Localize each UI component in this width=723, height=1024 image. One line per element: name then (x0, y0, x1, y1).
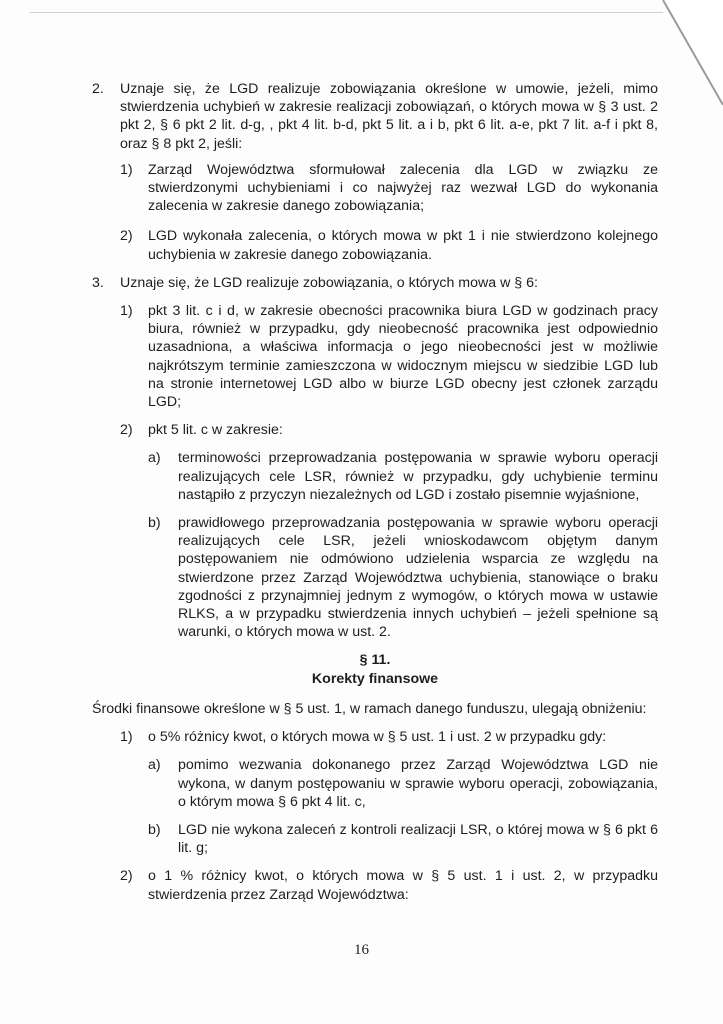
document-body (92, 80, 658, 904)
sub-item-number: 1) (120, 161, 133, 178)
letter-item-a (148, 756, 658, 811)
letter-text: LGD nie wykona zaleceń z kontroli realizacji LSR, o której mowa w § 6 pkt 6 lit. g; (178, 821, 658, 857)
letter-text: pomimo wezwania dokonanego przez Zarząd Województwa LGD nie wykona, w danym postępowaniu w sprawie wyboru operacji, zobowiązania, o którym mowa § 6 pkt 4 lit. c, (178, 757, 658, 810)
sub-item-text: pkt 5 lit. c w zakresie: (148, 422, 283, 439)
sub-item-number: 1) (120, 729, 133, 746)
section-number: § 11. (359, 652, 391, 669)
letter-label: b) (148, 515, 161, 532)
sub-item-text: Zarząd Województwa sformułował zalecenia dla LGD w związku ze stwierdzonymi uchybieniami i co najwyżej raz wezwał LGD do wykonania zalecenia w zakresie danego zobowiązania; (148, 161, 658, 215)
sub-item-number: 2) (120, 868, 133, 885)
sub-item-1 (120, 161, 658, 216)
letter-label: a) (148, 450, 161, 467)
sub-item-text: o 5% różnicy kwot, o których mowa w § 5 ust. 1 i ust. 2 w przypadku gdy: (148, 729, 607, 746)
page-number: 16 (354, 942, 369, 958)
sub-item-number: 1) (120, 303, 133, 320)
letter-text: terminowości przeprowadzania postępowania w sprawie wyboru operacji realizujących cele LSR, również w przypadku, gdy uchybienie terminu nastąpiło z przyczyn niezależnych od LGD i zostało pisemnie wyjaśnione, (178, 450, 658, 503)
list-item-3 (92, 274, 658, 642)
sub-item-number: 2) (120, 422, 133, 439)
correction-item-1 (120, 728, 658, 857)
item-number: 2. (92, 81, 104, 97)
letter-item-b (148, 514, 658, 641)
sub-item-number: 2) (120, 228, 133, 245)
letter-label: b) (148, 821, 161, 838)
sub-item-text: o 1 % różnicy kwot, o których mowa w § 5 ust. 1 i ust. 2, w przypadku stwierdzenia przez Zarząd Województwa: (148, 868, 658, 903)
correction-item-2 (120, 867, 658, 903)
section-intro: Środki finansowe określone w § 5 ust. 1, w ramach danego funduszu, ulegają obniżeniu: (92, 700, 647, 717)
sub-item-text: LGD wykonała zalecenia, o których mowa w pkt 1 i nie stwierdzono kolejnego uchybienia w zakresie danego zobowiązania. (148, 228, 658, 263)
letter-item-b (148, 821, 658, 857)
section-title: Korekty finansowe (311, 670, 439, 687)
scan-top-edge (30, 12, 663, 13)
sub-item-2 (120, 421, 658, 641)
sub-item-2 (120, 227, 658, 263)
list-item-2 (92, 80, 658, 264)
item-text: Uznaje się, że LGD realizuje zobowiązania, o których mowa w § 6: (120, 274, 538, 291)
item-number: 3. (92, 274, 104, 291)
letter-text: prawidłowego przeprowadzania postępowania w sprawie wyboru operacji realizujących cele LSR, jeżeli wnioskodawcom objętym danym postępowaniem nie odmówiono udzielenia wsparcia ze względu na stwierdzone przez Zarząd Województwa uchybienia, stanowiące o braku zgodności z przynajmniej jednym z wymogów, o których mowa w ustawie RLKS, a w przypadku stwierdzenia innych uchybień – jeżeli spełnione są warunki, o których mowa w ust. 2. (178, 515, 658, 641)
sub-item-1 (120, 302, 658, 411)
item-text: Uznaje się, że LGD realizuje zobowiązania określone w umowie, jeżeli, mimo stwierdzenia uchybień w zakresie realizacji zobowiązań, o których mowa w § 3 ust. 2 pkt 2, § 6 pkt 2 lit. d-g, , pkt 4 lit. b-d, pkt 5 lit. a i b, pkt 6 lit. a-e, pkt 7 lit. a-f i pkt 8, oraz § 8 pkt 2, jeśli: (120, 81, 658, 152)
sub-item-text: pkt 3 lit. c i d, w zakresie obecności pracownika biura LGD w godzinach pracy biura, również w przypadku, gdy nieobecność pracownika jest odpowiednio uzasadniona, a właściwa informacja o jego nieobecności jest w możliwie najkrótszym terminie zamieszczona w widocznym miejscu w siedzibie LGD lub na stronie internetowej LGD albo w biurze LGD obecny jest członek zarządu LGD; (148, 303, 658, 411)
letter-label: a) (148, 757, 161, 774)
letter-item-a (148, 449, 658, 504)
